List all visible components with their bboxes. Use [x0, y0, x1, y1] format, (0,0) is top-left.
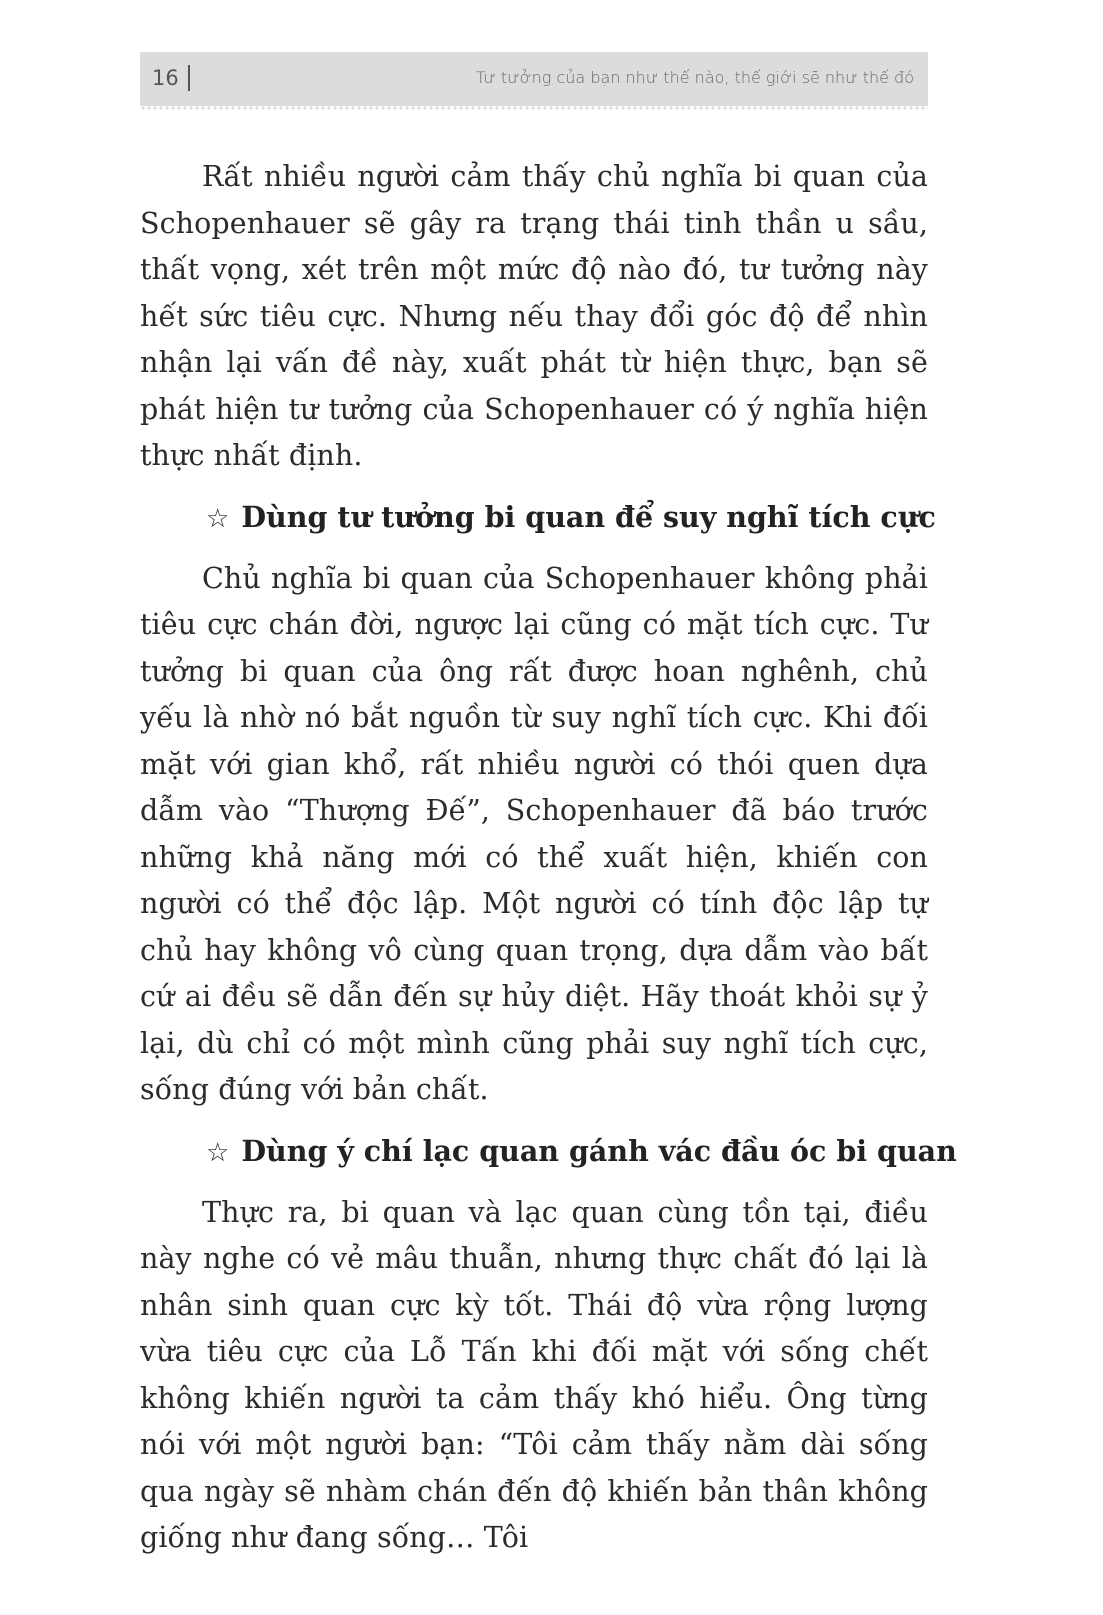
- star-icon: ☆: [206, 1137, 230, 1168]
- paragraph-schopenhauer: Chủ nghĩa bi quan của Schopenhauer không phải tiêu cực chán đời, ngược lại cũng có mặt tích cực. Tư tưởng bi quan của ông rất được hoan nghênh, chủ yếu là nhờ nó bắt nguồn từ suy nghĩ tích cực. Khi đối mặt với gian khổ, rất nhiều người có thói quen dựa dẫm vào “Thượng Đế”, Schopenhauer đã báo trước những khả năng mới có thể xuất hiện, khiến con người có thể độc lập. Một người có tính độc lập tự chủ hay không vô cùng quan trọng, dựa dẫm vào bất cứ ai đều sẽ dẫn đến sự hủy diệt. Hãy thoát khỏi sự ỷ lại, dù chỉ có một mình cũng phải suy nghĩ tích cực, sống đúng với bản chất.: [140, 561, 928, 1106]
- page-body: [140, 154, 957, 1562]
- section-heading-text: Dùng ý chí lạc quan gánh vác đầu óc bi quan: [241, 1133, 957, 1168]
- page-number: 16: [152, 66, 179, 90]
- section-heading-text: Dùng tư tưởng bi quan để suy nghĩ tích cực: [241, 499, 936, 534]
- section-heading-optimism-will: [140, 1128, 957, 1176]
- header-divider: [188, 65, 190, 91]
- running-title: Tư tưởng của bạn như thế nào, thế giới sẽ như thế đó: [475, 68, 914, 87]
- star-icon: ☆: [206, 503, 230, 534]
- paragraph-intro: Rất nhiều người cảm thấy chủ nghĩa bi quan của Schopenhauer sẽ gây ra trạng thái tinh thần u sầu, thất vọng, xét trên một mức độ nào đó, tư tưởng này hết sức tiêu cực. Nhưng nếu thay đổi góc độ để nhìn nhận lại vấn đề này, xuất phát từ hiện thực, bạn sẽ phát hiện tư tưởng của Schopenhauer có ý nghĩa hiện thực nhất định.: [140, 160, 928, 472]
- page-header: [140, 52, 928, 106]
- section-heading-pessimism-positive: [140, 494, 936, 542]
- paragraph-lu-xun: Thực ra, bi quan và lạc quan cùng tồn tại, điều này nghe có vẻ mâu thuẫn, nhưng thực chất đó lại là nhân sinh quan cực kỳ tốt. Thái độ vừa rộng lượng vừa tiêu cực của Lỗ Tấn khi đối mặt với sống chết không khiến người ta cảm thấy khó hiểu. Ông từng nói với một người bạn: “Tôi cảm thấy nằm dài sống qua ngày sẽ nhàm chán đến độ khiến bản thân không giống như đang sống… Tôi: [140, 1195, 928, 1554]
